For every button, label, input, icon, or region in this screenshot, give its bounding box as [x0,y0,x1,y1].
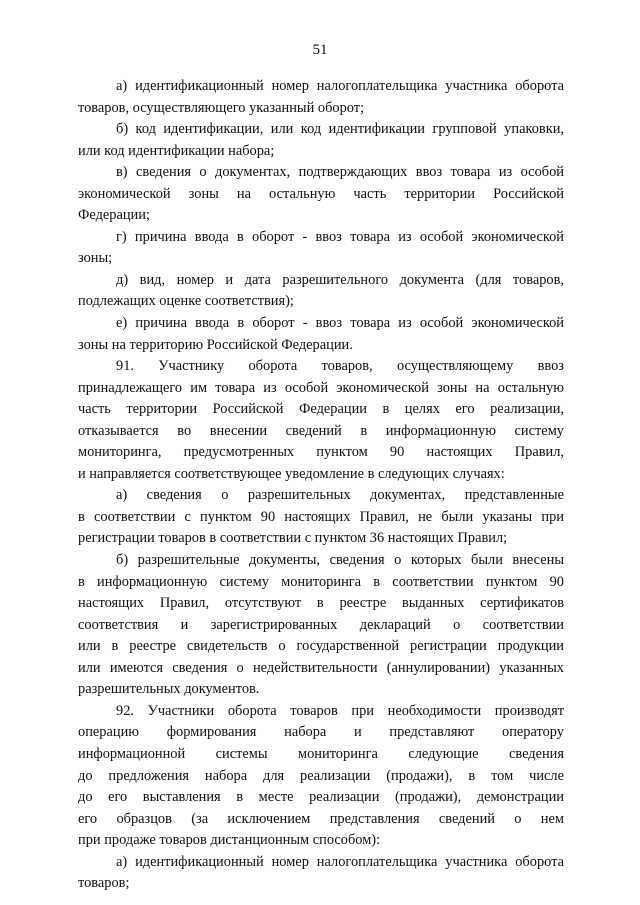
text-line: экономической зоны на остальную часть территории Российской [78,185,564,202]
text-line: принадлежащего им товара из особой экономической зоны на остальную [78,379,564,396]
text-line: товаров; [78,875,130,892]
paragraph [78,270,564,313]
paragraph [78,701,564,852]
paragraph [78,550,564,701]
text-line: часть территории Российской Федерации в целях его реализации, [78,401,564,418]
paragraph [78,162,564,227]
text-line: б) разрешительные документы, сведения о которых были внесены [116,552,564,569]
text-line: и направляется соответствующее уведомление в следующих случаях: [78,465,505,482]
text-line: информационной системы мониторинга следующие сведения [78,745,564,762]
text-line: или в реестре свидетельств о государственной регистрации продукции [78,638,564,655]
text-line: д) вид, номер и дата разрешительного документа (для товаров, [116,271,564,288]
text-line: при продаже товаров дистанционным способом): [78,832,381,849]
text-line: б) код идентификации, или код идентификации групповой упаковки, [116,121,564,138]
text-line: соответствия и зарегистрированных деклараций о соответствии [78,616,564,633]
paragraph [78,313,564,356]
paragraph [78,356,564,485]
paragraph [78,76,564,119]
text-line: а) идентификационный номер налогоплательщика участника оборота [116,78,564,94]
paragraph [78,485,564,550]
paragraph [78,852,564,895]
text-line: операцию формирования набора и представляют оператору [78,724,564,741]
text-line: регистрации товаров в соответствии с пунктом 36 настоящих Правил; [78,530,508,547]
text-line: отказывается во внесении сведений в информационную систему [78,422,564,439]
text-line: г) причина ввода в оборот - ввоз товара из особой экономической [116,228,564,245]
text-line: мониторинга, предусмотренных пунктом 90 настоящих Правил, [78,444,564,461]
text-line: подлежащих оценке соответствия); [78,293,294,310]
text-line: зоны; [78,250,113,267]
text-line: Федерации; [78,207,150,224]
text-line: или имеются сведения о недействительности (аннулировании) указанных [78,659,564,676]
document-body [78,76,564,895]
paragraph [78,227,564,270]
page-number: 51 [312,42,328,58]
text-line: в соответствии с пунктом 90 настоящих Правил, не были указаны при [78,508,564,525]
text-line: настоящих Правил, отсутствуют в реестре выданных сертификатов [78,595,564,612]
text-line: его образцов (за исключением представления сведений о нем [78,810,564,827]
text-line: в информационную систему мониторинга в соответствии пунктом 90 [78,573,564,590]
text-line: до предложения набора для реализации (продажи), в том числе [78,767,564,784]
text-line: до его выставления в месте реализации (продажи), демонстрации [78,789,564,806]
text-line: зоны на территорию Российской Федерации. [78,336,353,353]
text-line: в) сведения о документах, подтверждающих ввоз товара из особой [116,164,564,181]
text-line: а) идентификационный номер налогоплательщика участника оборота [116,853,564,870]
text-line: 91. Участнику оборота товаров, осуществляющему ввоз [116,358,564,375]
text-line: 92. Участники оборота товаров при необходимости производят [116,702,564,719]
text-line: или код идентификации набора; [78,142,275,159]
paragraph [78,119,564,162]
text-line: а) сведения о разрешительных документах, представленные [116,487,564,504]
text-line: товаров, осуществляющего указанный оборот; [78,99,365,116]
text-line: разрешительных документов. [78,681,260,698]
text-line: е) причина ввода в оборот - ввоз товара из особой экономической [116,315,564,332]
